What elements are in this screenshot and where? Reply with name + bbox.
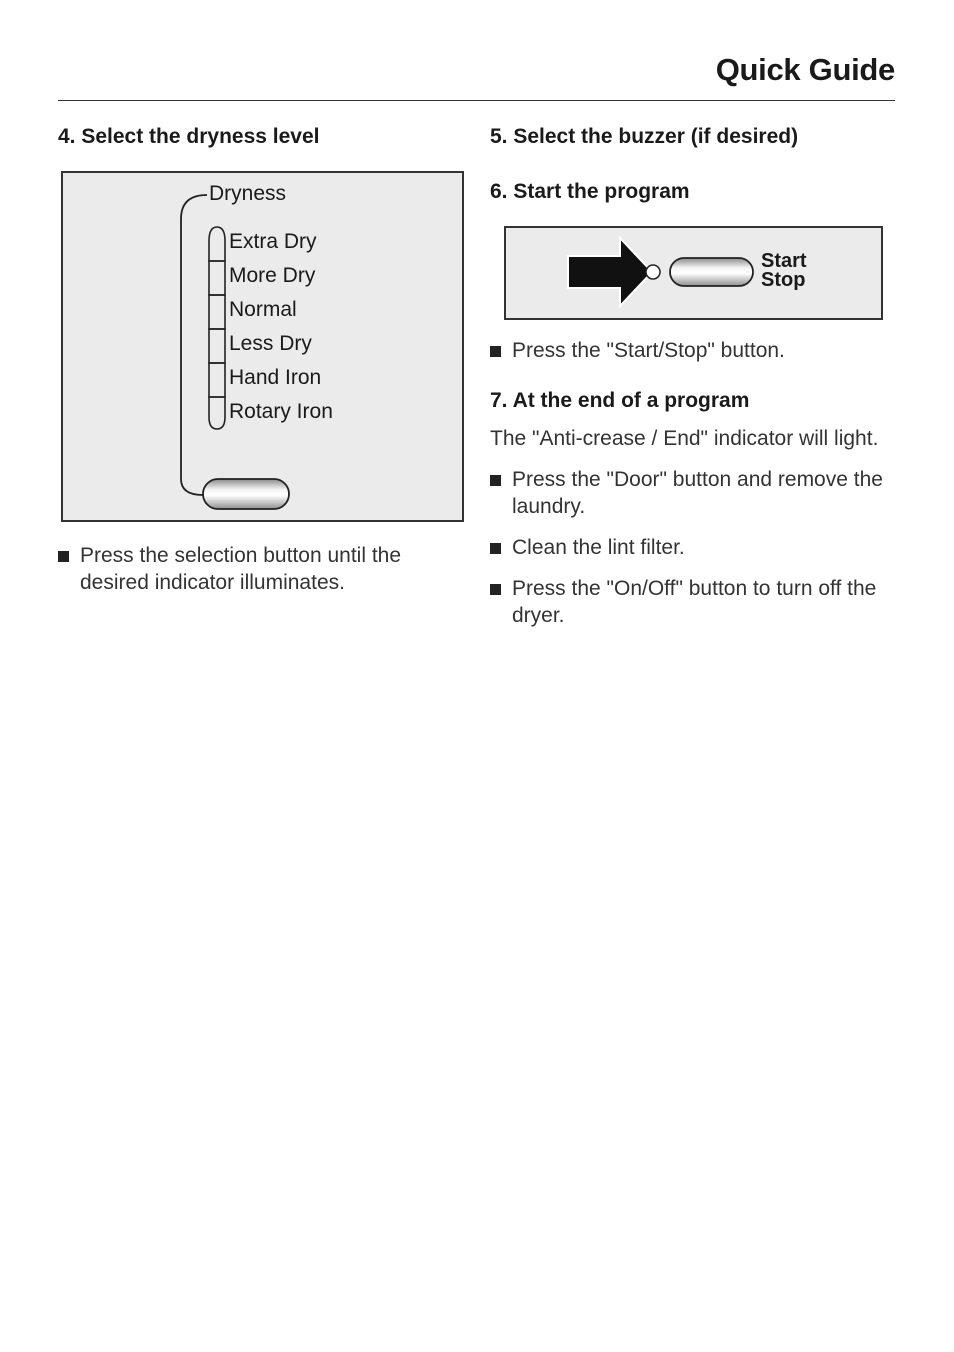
option-more-dry: More Dry <box>229 264 316 287</box>
selection-button-graphic <box>203 479 289 509</box>
bullet-square-icon <box>490 584 501 595</box>
step-5-heading: 5. Select the buzzer (if desired) <box>490 125 799 148</box>
dryness-label: Dryness <box>209 182 287 205</box>
indicator-strip <box>209 227 225 429</box>
start-stop-graphics <box>506 228 881 318</box>
bullet-square-icon <box>58 551 69 562</box>
list-item: Press the "Door" button and remove the laundry. <box>490 466 885 520</box>
dryness-panel-illustration <box>61 171 464 522</box>
bullet-square-icon <box>490 346 501 357</box>
indicator-light-icon <box>646 265 660 279</box>
start-stop-button-graphic <box>670 258 753 286</box>
step-7-paragraph: The "Anti-crease / End" indicator will light. <box>490 427 879 450</box>
list-item: Clean the lint filter. <box>490 534 885 561</box>
list-item: Press the selection button until the desired indicator illuminates. <box>58 542 468 596</box>
right-column <box>490 124 885 643</box>
option-extra-dry: Extra Dry <box>229 230 317 253</box>
bullet-square-icon <box>490 543 501 554</box>
step-4-bullets <box>58 542 468 596</box>
step-6-heading: 6. Start the program <box>490 180 690 203</box>
step-4-heading: 4. Select the dryness level <box>58 125 320 148</box>
start-stop-label: Start Stop <box>761 250 807 291</box>
bracket-line <box>181 195 207 495</box>
left-column <box>58 124 468 610</box>
start-stop-panel-illustration <box>504 226 883 320</box>
option-normal: Normal <box>229 298 297 321</box>
list-item: Press the "Start/Stop" button. <box>490 337 885 364</box>
step-6-bullets <box>490 337 885 364</box>
arrow-right-icon <box>568 238 652 306</box>
page-title: Quick Guide <box>715 52 895 87</box>
option-hand-iron: Hand Iron <box>229 366 322 389</box>
step-7-heading: 7. At the end of a program <box>490 389 750 412</box>
list-item: Press the "On/Off" button to turn off the dryer. <box>490 575 885 629</box>
header-divider <box>58 100 895 101</box>
option-rotary-iron: Rotary Iron <box>229 400 333 423</box>
option-less-dry: Less Dry <box>229 332 312 355</box>
step-7-bullets <box>490 466 885 629</box>
bullet-square-icon <box>490 475 501 486</box>
